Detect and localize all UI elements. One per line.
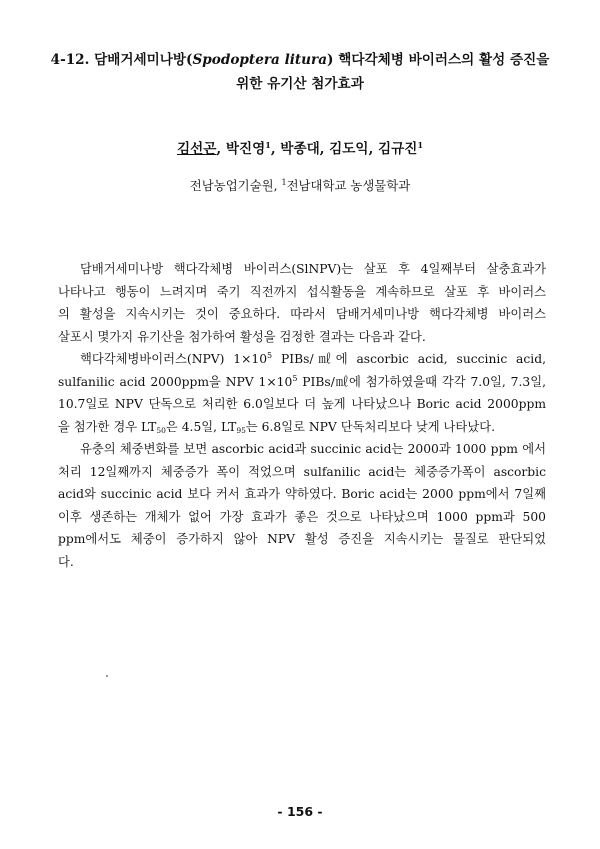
exponent: 5 [267, 351, 273, 360]
author-2: , 박진영 [216, 141, 266, 157]
body-text: 핵다각체병바이러스(NPV) 1×10 [80, 352, 268, 366]
body-line: 이후 생존하는 개체가 없어 가장 효과가 좋은 것으로 나타났으며 1000 ppm과 500 [58, 509, 546, 524]
exponent: 5 [292, 373, 298, 383]
affiliation-1: 전남농업기술원, [189, 178, 282, 193]
body-text: 을 첨가한 경우 LT [58, 419, 157, 434]
body-line: 의 활성을 지속시키는 것이 중요하다. 따라서 담배거세미나방 핵다각체병 바이러스 [58, 307, 546, 321]
body-line: 유충의 체중변화를 보면 ascorbic acid과 succinic acid는 2000과 1000 ppm 에서 [80, 442, 546, 456]
body-line: acid와 succinic acid 보다 커서 효과가 약하였다. Boric acid는 2000 ppm에서 7일째 [58, 487, 546, 501]
body-line [58, 416, 546, 439]
subscript: 95 [236, 425, 246, 435]
body-line: 10.7일로 NPV 단독으로 처리한 6.0일보다 더 높게 나타났으나 Boric acid 2000ppm [58, 397, 546, 411]
title-species-name: Spodoptera litura [192, 52, 328, 68]
title-line-1 [40, 48, 560, 72]
body-text: 은 4.5일, LT [165, 419, 237, 434]
body-line: ppm에서도 체중이 증가하지 않아 NPV 활성 증진을 지속시키는 물질로 판단되었 [58, 532, 546, 546]
scan-speck [106, 675, 108, 677]
body-line: 살포시 몇가지 유기산을 첨가하여 활성을 검정한 결과는 다음과 같다. [58, 329, 426, 344]
abstract-body [58, 258, 546, 573]
paper-title [40, 48, 560, 96]
title-suffix: ) 핵다각체병 바이러스의 활성 증진을 [327, 52, 550, 68]
author-3-5: , 박종대, 김도익, 김규진 [270, 141, 418, 157]
author-list [40, 139, 560, 159]
body-line: 처리 12일째까지 체중증가 폭이 적었으며 sulfanilic acid는 체중증가폭이 ascorbic [58, 464, 546, 479]
body-line [58, 371, 546, 394]
subscript: 50 [156, 425, 166, 435]
author-2-affiliation-mark: 1 [265, 140, 271, 150]
affiliation [40, 176, 560, 196]
affiliation-2: 전남대학교 농생물학과 [286, 178, 411, 193]
body-text: 는 6.8일로 NPV 단독처리보다 낮게 나타났다. [245, 419, 495, 434]
body-line: 나타나고 행동이 느려지며 죽기 직전까지 섭식활동을 계속하므로 살포 후 바이러스 [58, 284, 546, 299]
page-number: - 156 - [277, 804, 323, 819]
title-line-2: 위한 유기산 첨가효과 [236, 76, 364, 92]
body-text: PIBs/㎖에 ascorbic acid, succinic acid, [272, 352, 546, 366]
body-line: 담배거세미나방 핵다각체병 바이러스(SlNPV)는 살포 후 4일째부터 살충효과가 [80, 262, 546, 276]
body-text: PIBs/㎖에 첨가하였을때 각각 7.0일, 7.3일, [297, 374, 546, 389]
title-prefix: 4-12. 담배거세미나방( [50, 52, 193, 68]
presenting-author: 김선곤 [176, 141, 217, 157]
affiliation-mark: 1 [281, 178, 287, 187]
body-text: sulfanilic acid 2000ppm을 NPV 1×10 [58, 374, 293, 389]
author-5-affiliation-mark: 1 [417, 140, 424, 150]
body-line [58, 348, 546, 371]
body-line: 다. [58, 554, 74, 569]
